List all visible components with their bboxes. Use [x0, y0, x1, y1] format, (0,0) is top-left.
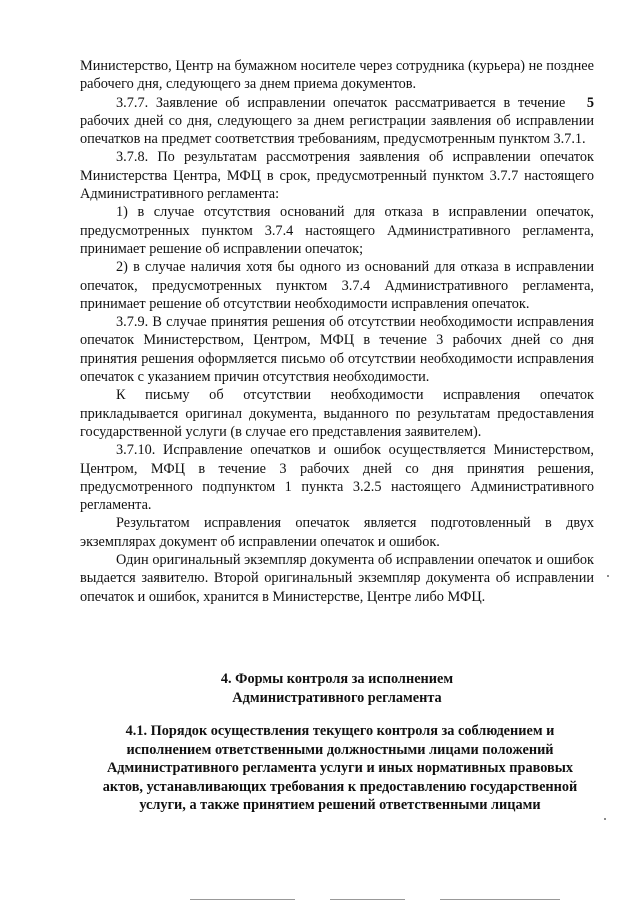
paragraph-3-7-10: 3.7.10. Исправление опечатков и ошибок осуществляется Министерством, Центром, МФЦ в течение 3 рабочих дней со дня принятия решения, предусмотренного подпунктом 1 пункта 3.2.5 настоящего Административного регламента. — [80, 442, 594, 514]
subsection-title-line-1: 4.1. Порядок осуществления текущего контроля за соблюдением и — [125, 723, 555, 739]
subsection-title-line-2: исполнением ответственными должностными лицами положений — [126, 741, 554, 758]
section-title-line-1: 4. Формы контроля за исполнением — [220, 671, 454, 687]
scan-edge-line — [330, 899, 405, 900]
scan-edge-line — [190, 899, 295, 900]
paragraph-3-7-8: 3.7.8. По результатам рассмотрения заявления об исправлении опечаток Министерства Центра, МФЦ в срок, предусмотренный пунктом 3.7.7 настоящего Административного регламента: — [80, 149, 594, 203]
subsection-title-line-3: Административного регламента услуги и иных нормативных правовых — [106, 760, 574, 776]
list-item-2: 2) в случае наличия хотя бы одного из оснований для отказа в исправлении опечаток, предусмотренных пунктом 3.7.4 Административного регламента, принимает решение об отсутствии необходимости исправления опечаток. — [80, 259, 594, 312]
paragraph-3-7-9: 3.7.9. В случае принятия решения об отсутствии необходимости исправления опечаток Министерством, Центром, МФЦ в течение 3 рабочих дней со дня принятия решения оформляется письмо об отсутствии необходимости исправления опечаток с указанием причин отсутствия необходимости. — [80, 314, 594, 386]
scan-speck — [607, 575, 609, 577]
section-title — [80, 670, 594, 707]
paragraph-copies: Один оригинальный экземпляр документа об исправлении опечаток и ошибок выдается заявителю. Второй оригинальный экземпляр документа об исправлении опечаток и ошибок, хранится в Министерстве, Центре либо МФЦ. — [80, 552, 594, 605]
paragraph-3-7-7-text: 3.7.7. Заявление об исправлении опечаток рассматривается в течение — [116, 94, 566, 111]
subsection-title-line-5: услуги, а также принятием решений ответственными лицами — [139, 797, 541, 813]
section-title-line-2: Административного регламента — [232, 689, 442, 706]
list-item-1: 1) в случае отсутствия оснований для отказа в исправлении опечаток, предусмотренных пунктом 3.7.4 настоящего Административного регламента, принимает решение об исправлении опечаток; — [80, 204, 594, 257]
subsection-title-line-4: актов, устанавливающих требования к предоставлению государственной — [102, 778, 578, 795]
paragraph-letter: К письму об отсутствии необходимости исправления опечаток прикладывается оригинал документа, выданного по результатам предоставления государственной услуги (в случае его представления заявителем). — [80, 387, 594, 440]
paragraph-result: Результатом исправления опечаток является подготовленный в двух экземплярах документ об исправлении опечаток и ошибок. — [80, 515, 594, 550]
paragraph-3-7-7 — [80, 94, 594, 149]
scan-speck — [604, 818, 606, 820]
body-text — [80, 57, 594, 606]
subsection-title — [86, 722, 594, 815]
scan-edge-line — [440, 899, 560, 900]
days-count: 5 — [586, 94, 594, 111]
paragraph-3-7-7-continuation: рабочих дней со дня, следующего за днем регистрации заявления об исправлении опечатков на предмет соответствия требованиям, предусмотренным пунктом 3.7.1. — [80, 112, 594, 148]
paragraph-continuation: Министерство, Центр на бумажном носителе через сотрудника (курьера) не позднее рабочего дня, следующего за днем приема документов. — [80, 58, 594, 93]
